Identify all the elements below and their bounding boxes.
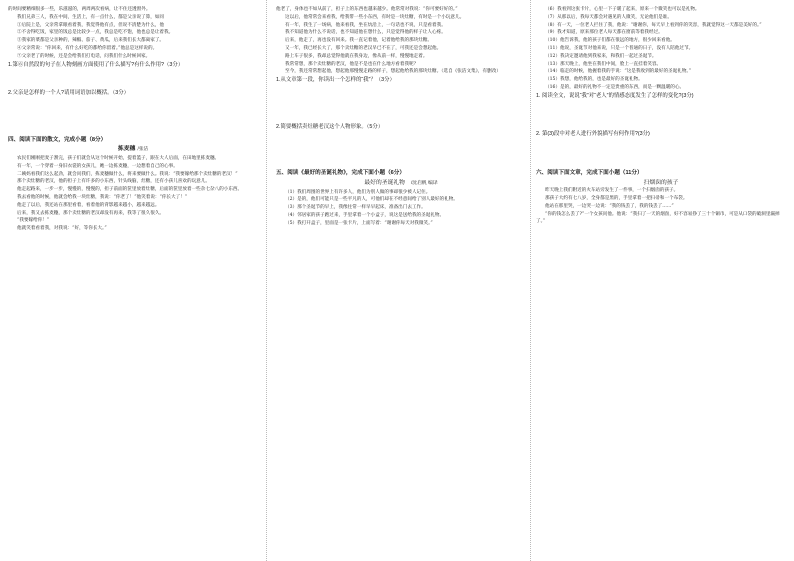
- text-paragraph: （6）我看到这张卡片，心里一下子暖了起来，原来一个微笑也可以是礼物。: [545, 7, 700, 12]
- text-paragraph: （4）邻居家的孩子跑过来，手里拿着一个小盒子，说这是送给我的圣诞礼物。: [285, 212, 445, 218]
- question-1: 1.第⑥自然段的句子在人物刻画方面使用了什么描写?有什么作用?（3分）: [8, 61, 184, 68]
- text-paragraph: （2）是的，他们可能只是一些平凡的人，可他们却在不经意间给了别人最好的礼物。: [285, 197, 458, 203]
- section-heading: 四、阅读下面的散文，完成小题（8分）: [8, 136, 107, 143]
- text-paragraph: 他站在那里哭，一边哭一边说：“我的钱丢了，我的钱丢了……”: [545, 203, 674, 209]
- text-paragraph: （7）从那以后，我每天都会对遇见的人微笑，无论他们是谁。: [545, 14, 672, 20]
- column-divider: [266, 0, 267, 561]
- story-title: 扫烟囱的孩子: [643, 179, 679, 186]
- answer-space[interactable]: [8, 98, 258, 136]
- question-1: 1.从文章第一段，你读出一个怎样的“我”？（3分）: [276, 77, 395, 84]
- text-paragraph: 这以后，他常常会来看我，给我带一些小东西，有时是一块灶糖，有时是一个小玩意儿。: [285, 14, 465, 20]
- text-paragraph: 路上车子很多，我却总觉得他就在我身边，像从前一样，慢慢地走着。: [285, 53, 428, 59]
- answer-space[interactable]: [8, 69, 258, 89]
- text-paragraph: 昨天晚上我们附近的火车站旁发生了一件事，一个扫烟囱的孩子。: [545, 188, 679, 194]
- text-paragraph: 我去看他的时候，他就会给我一块灶糖，我说：“你老了！”他笑着说：“你长大了！”: [17, 194, 188, 200]
- text-paragraph: （12）我决定邀请他到我家来，和我们一起过圣诞节。: [545, 53, 657, 59]
- question-1: 1. 阅读全文，说说“我”对“老人”的情感态度发生了怎样的变化?(3分): [536, 92, 694, 99]
- column-right: [536, 6, 786, 554]
- text-paragraph: “你的钱怎么丢了?”一个女孩问他。他说：“我扫了一天的烟囱，好不容易挣了三十个铜币，可是从口袋的破洞里漏掉了。”: [536, 211, 780, 224]
- text-paragraph: 二姨妈看我们这么起劲，就会问我们，拣麦穗做什么，将来要做什么。我说：“我要嫁给那个卖灶糖的老汉！”: [17, 171, 238, 177]
- text-paragraph: “我要嫁给你！”: [17, 218, 50, 224]
- answer-space[interactable]: [276, 85, 526, 123]
- answer-space[interactable]: [276, 131, 526, 169]
- text-paragraph: 我们兄弟三人，我在中间，生活上，有一点什么，都是父亲说了算，如同: [17, 14, 165, 20]
- section-heading: 五、阅读《最好的圣诞礼物》，完成下面小题（6分）: [276, 170, 405, 177]
- section-heading: 六、阅读下面文章，完成下面小题（11分）: [536, 169, 643, 176]
- text-paragraph: （13）那天晚上，他坐在我们中间，脸上一直挂着笑容。: [545, 61, 662, 67]
- text-paragraph: 又一年，我已经长大了，那个卖灶糖的老汉早已不在了，可我还是会想起他。: [285, 45, 442, 51]
- question-2: 2.简要概括卖灶糖老汉这个人物形象。（5分）: [276, 123, 384, 130]
- question-2: 2. 第(3)段中对老人进行外貌描写有何作用?(3分): [536, 131, 650, 138]
- text-paragraph: 那个卖灶糖的老汉，他的担子上有许多的小东西，针头线脑，灶糖，还有小孩儿喜欢的玩意儿。: [17, 179, 210, 185]
- text-paragraph: （8）有一天，一位老人拦住了我，他说：“谢谢你，每天早上看到你的笑容，我就觉得这一天都是美好的。”: [545, 22, 762, 28]
- text-paragraph: （16）是的，最好的礼物不一定是贵重的东西，而是一颗温暖的心。: [545, 84, 685, 90]
- column-left: [8, 6, 258, 554]
- text-paragraph: ③我家的菜都是父亲种的，辣椒、茄子、黄瓜，后来我们长大都离家了。: [17, 38, 165, 44]
- text-paragraph: 后来，我又去拣麦穗，那个卖灶糖的老汉却没有再来，我等了很久很久。: [17, 210, 165, 216]
- text-paragraph: （14）临走的时候，他握着我的手说：“这是我收到的最好的圣诞礼物。”: [545, 69, 692, 75]
- text-paragraph: 那孩子大约有七八岁，全身都是黑的，手里拿着一把扫帚和一个布袋。: [545, 195, 688, 201]
- column-middle: [276, 6, 526, 554]
- text-paragraph: 他老了，身体也不如从前了，担子上的东西也越来越少。他常常对我说：“你可要好好的。”: [276, 7, 458, 12]
- text-paragraph: 有一年，一个穿着一身旧衣裳的女孩儿，她一边拣麦穗，一边想着自己的心事。: [17, 163, 178, 169]
- story-title: 最好的圣诞礼物 /沈启帆 编译: [364, 179, 438, 186]
- text-paragraph: 他走起路来，一步一步，慢慢的，慢慢的，担子前面的筐里放着灶糖，后面的筐里放着一些杂七杂八的小东西。: [17, 187, 243, 193]
- answer-space[interactable]: [536, 139, 786, 169]
- text-paragraph: 的时间要精细很多一些，乐滋滋的，两周两次看病，让不住还透窗外。: [8, 7, 151, 12]
- text-paragraph: ⑦父亲老了的时候，还是会给我们打电话，问我们什么时候回家。: [17, 53, 151, 59]
- text-paragraph: ①后院上是，父亲常拿眼看着我，我觉得他有点，但说不清楚为什么，他: [17, 22, 165, 28]
- text-paragraph: （15）我想，他给我的，也是最好的圣诞礼物。: [545, 77, 643, 83]
- text-paragraph: 我常常想，那个卖灶糖的老汉，他是不是也在什么地方看着我呢？: [285, 61, 419, 67]
- text-paragraph: （3）那个圣诞节的早上，我像往常一样早早起床，准备出门去工作。: [285, 205, 426, 211]
- text-paragraph: ④父亲常说：“你回来，有什么好吃的都给你留着。”他总是这样说的。: [17, 45, 158, 51]
- text-paragraph: 至今，我还常常想起他，想起他那慢慢走路的样子，想起他给我的那块灶糖。（选自《张洁文集》，有删改）: [285, 69, 501, 75]
- answer-space[interactable]: [536, 100, 786, 130]
- text-paragraph: ②不舍得吃饭，家里的饭总是比较少一点，我总是吃不饱，他也总是让着我。: [17, 30, 174, 36]
- text-paragraph: （1）我们周围的世界上有许多人，他们为别人做的事却很少被人记住。: [285, 189, 431, 195]
- story-title: 拣麦穗 /张洁: [117, 146, 149, 153]
- text-paragraph: （9）我才知道，原来那位老人每天都在窗前等着我经过。: [545, 30, 663, 36]
- text-paragraph: （11）他说，圣诞节对他来说，只是一个普通的日子，没有人陪他过节。: [545, 45, 694, 51]
- text-paragraph: （10）他告诉我，他的孩子们都在很远的地方，很少回来看他。: [545, 38, 675, 44]
- text-paragraph: 他就笑着看着我，对我说：“好，等你长大。”: [17, 226, 107, 232]
- text-paragraph: 后来，他走了，再也没有回来。我一直记着他，记着他给我的那块灶糖。: [285, 38, 433, 44]
- text-paragraph: 有一年，我生了一场病，他来看我，坐在炕沿上，一句话也不说，只是看着我。: [285, 22, 446, 28]
- text-paragraph: 农民们刚刚把麦子割完，孩子们就会从这个时候开始，提着篮子，跟在大人后面，在田地里拣麦穗。: [17, 155, 220, 161]
- text-paragraph: 他走了以后，我还站在那里看着，看着他的背影越来越小，越来越远。: [17, 202, 160, 208]
- text-paragraph: （5）我打开盒子，里面是一张卡片，上面写着：“谢谢你每天对我微笑。”: [285, 220, 433, 226]
- column-divider: [530, 0, 531, 561]
- text-paragraph: 我不知道他为什么不说话，也不知道他在想什么，只是觉得他的样子让人心疼。: [285, 30, 446, 36]
- question-2: 2.父亲是怎样的一个人?请用词语加以概括。（3分）: [8, 90, 129, 97]
